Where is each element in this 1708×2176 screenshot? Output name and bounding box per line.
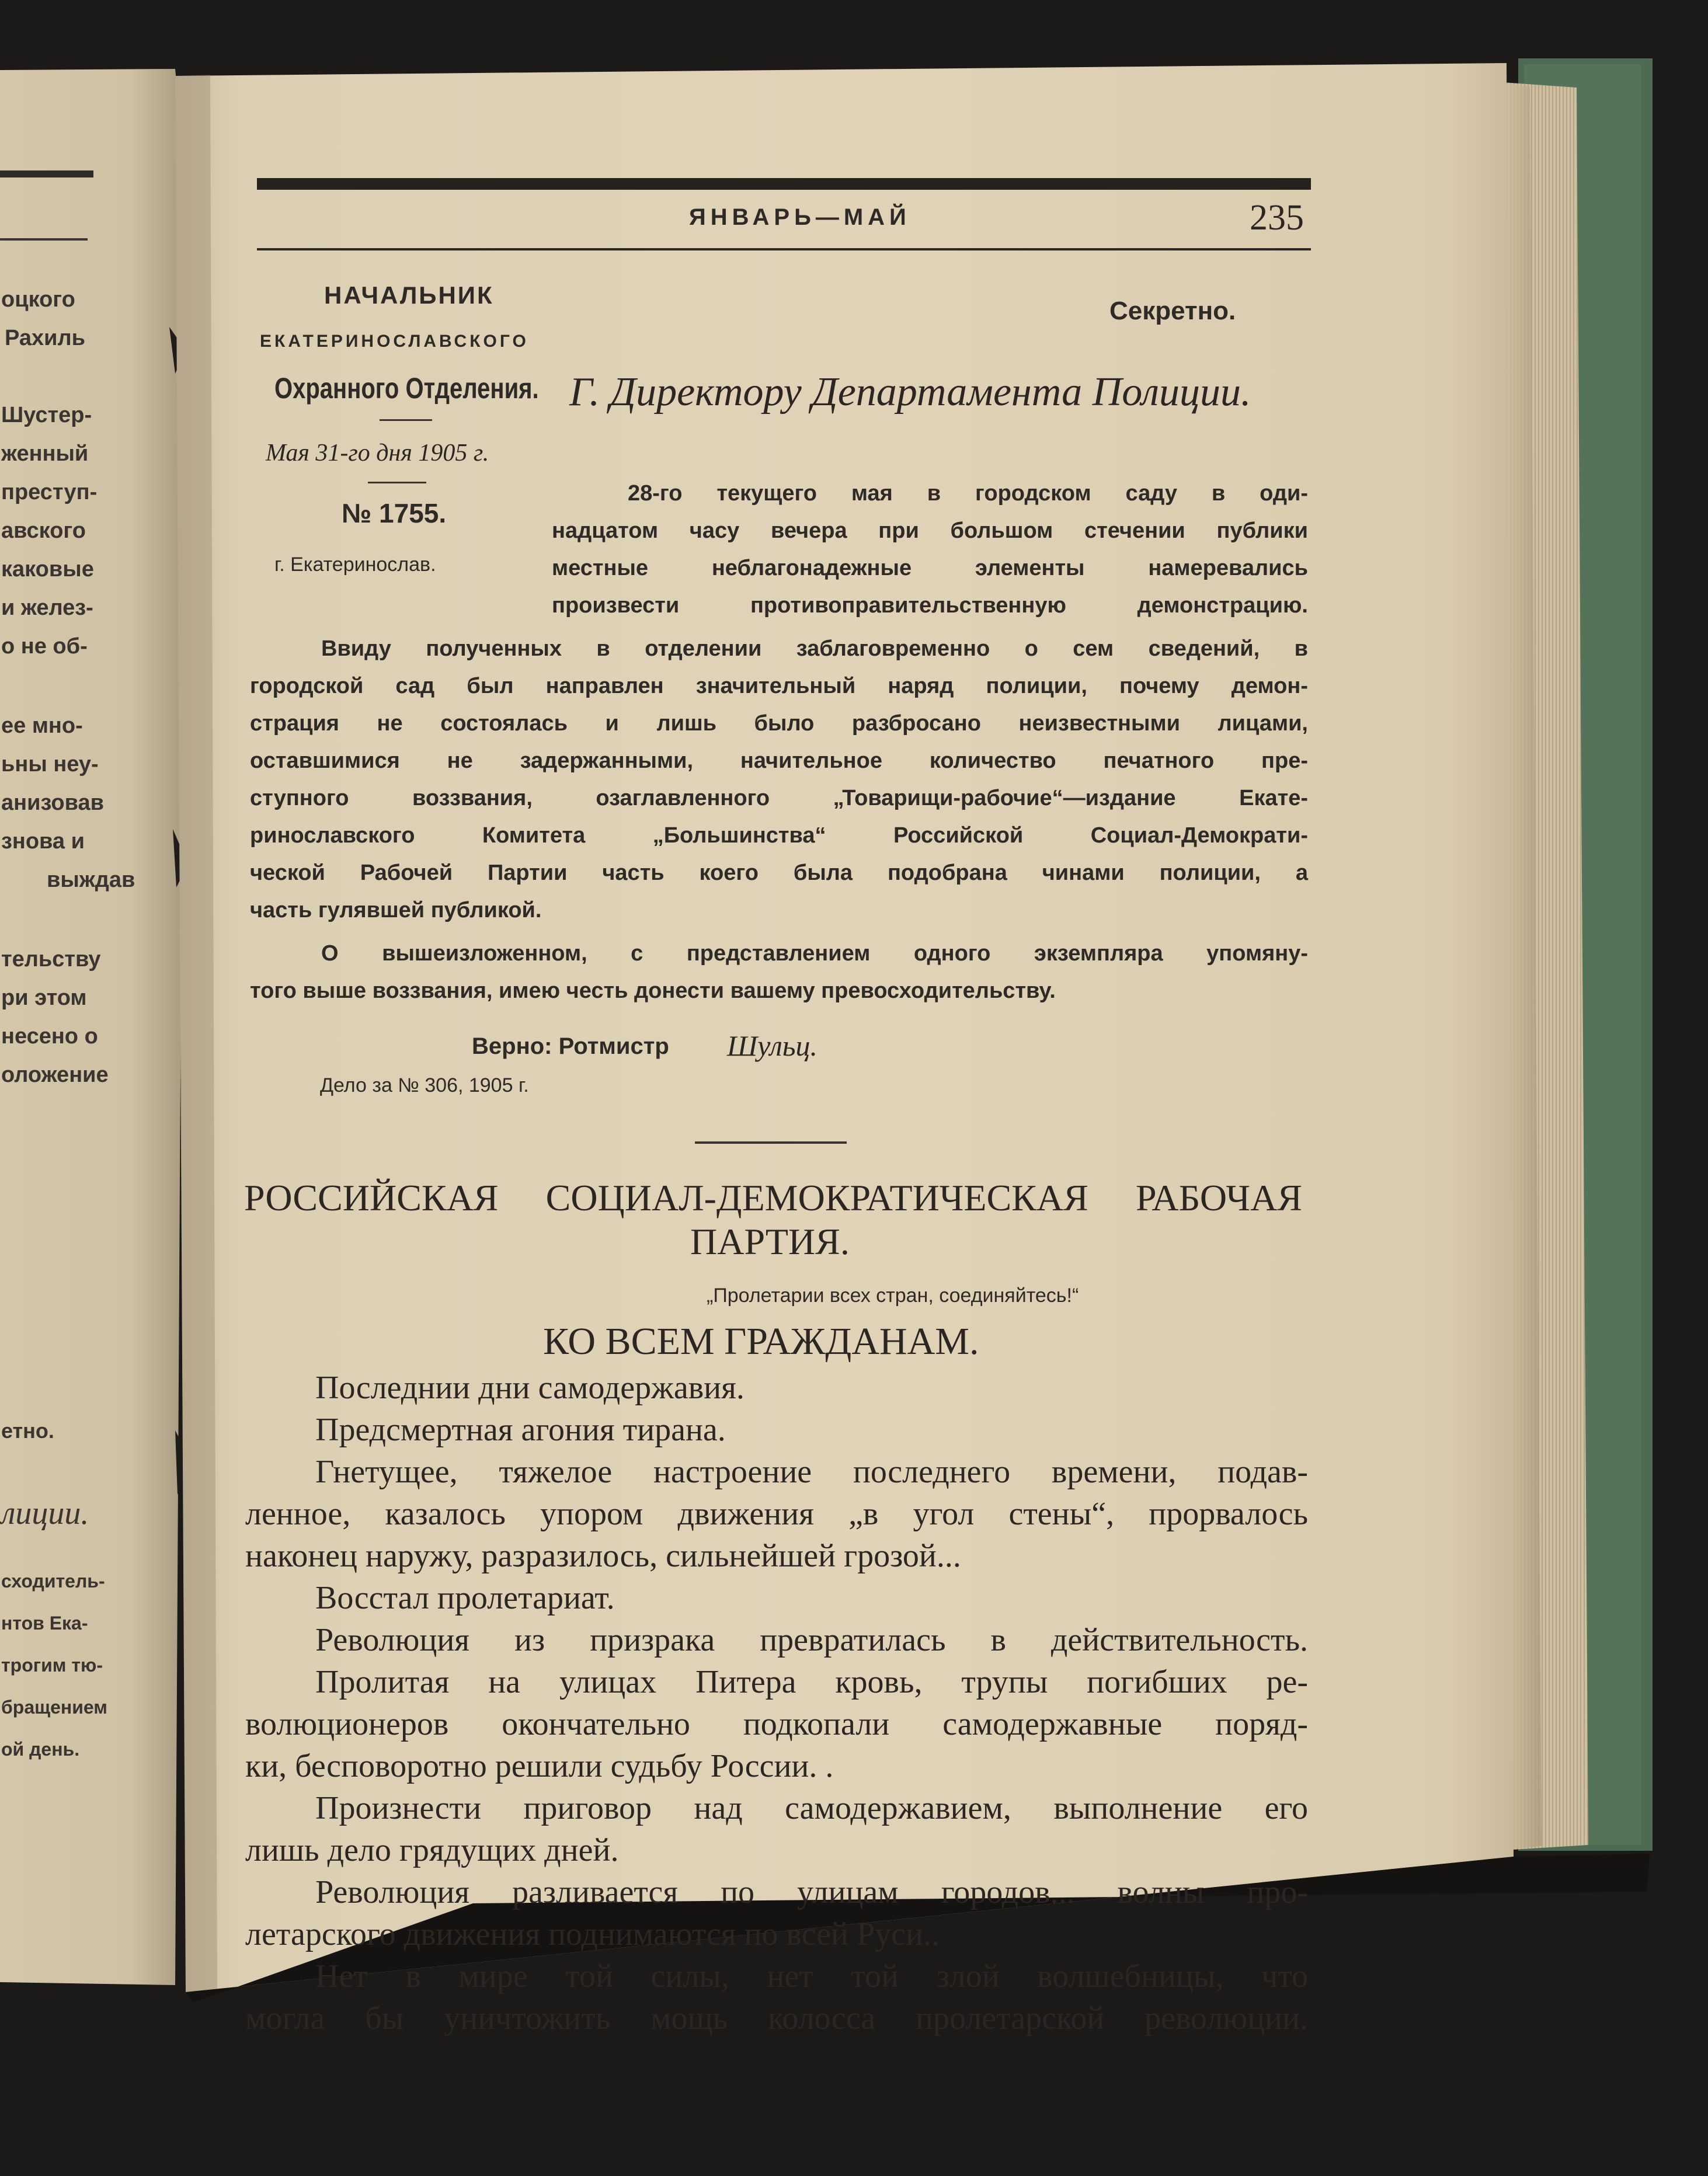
left-page-fragment: сходитель- [1,1571,105,1592]
left-page-fragment: знова и [1,829,85,854]
body-line: оставшимися не задержанными, начительное количество печатного пре- [250,748,1308,773]
party-heading-line-2: ПАРТИЯ. [690,1221,850,1262]
left-page-fragment: етно. [1,1419,54,1443]
classification: Секретно. [1109,297,1236,325]
proclamation-line: могла бы уничтожить мощь колосса пролетарской революции. [245,2000,1308,2036]
sender-line-1: НАЧАЛЬНИК [324,281,494,309]
left-page-fragment: лиции. [1,1495,89,1531]
body-line: 28-го текущего мая в городском саду в оди- [628,481,1308,506]
proclamation-line: Восстал пролетариат. [315,1580,615,1616]
proclamation-line: лишь дело грядущих дней. [245,1832,619,1868]
left-page-fragment: и желез- [1,596,93,620]
running-title: ЯНВАРЬ—МАЙ [689,204,911,230]
body-line: О вышеизложенном, с представлением одного экземпляра упомяну- [321,941,1308,966]
signature-name: Шульц. [727,1029,818,1062]
left-page-fragment: оцкого [1,287,75,312]
proclamation-line: Нет в мире той силы, нет той злой волшебницы, что [315,1958,1308,1994]
proclamation-title: КО ВСЕМ ГРАЖДАНАМ. [543,1320,979,1363]
body-line: ческой Рабочей Партии часть коего была подобрана чинами полиции, а [250,861,1308,885]
proclamation-line: ки, бесповоротно решили судьбу России. . [245,1748,834,1784]
proclamation-line: наконец наружу, разразилось, сильнейшей грозой... [245,1538,961,1574]
left-page-fragment: о не об- [1,634,88,659]
left-page-fragment: оложение [1,1063,109,1087]
left-page-fragment: анизовав [1,791,104,815]
body-line: часть гулявшей публикой. [250,898,542,922]
signature-prefix: Верно: Ротмистр [472,1033,669,1059]
body-line: городской сад был направлен значительный наряд полиции, почему демон- [250,674,1308,698]
left-page-fragment: выждав [47,868,135,892]
proclamation-line: Последнии дни самодержавия. [315,1370,745,1406]
left-page-fragment: Шустер- [1,403,92,427]
proclamation-line: летарского движения поднимаются по всей Руси.. [245,1916,940,1952]
proclamation-line: волюционеров окончательно подкопали самодержавные поряд- [245,1706,1308,1742]
proclamation-line: Революция разливается по улицам городов... волны про- [315,1874,1308,1910]
proclamation-line: Революция из призрака превратилась в действительность. [315,1622,1308,1658]
left-page-fragment: нтов Ека- [1,1613,88,1634]
letter-number: № 1755. [342,498,447,528]
right-page [175,63,1514,1992]
left-page-fragment: женный [1,441,89,466]
left-page-fragment: каковые [1,557,94,582]
left-page-fragment: авского [1,518,86,543]
left-page-fragment: бращением [1,1697,107,1718]
left-page-fragment: Рахиль [5,326,85,350]
body-line: надцатом часу вечера при большом стечении публики [552,518,1308,543]
proclamation-line: Пролитая на улицах Питера кровь, трупы погибших ре- [315,1664,1308,1700]
proclamation-line: Гнетущее, тяжелое настроение последнего времени, подав- [315,1454,1308,1490]
letter-date: Мая 31-го дня 1905 г. [266,440,489,466]
left-page-fragment: трогим тю- [1,1655,103,1676]
body-line: ринославского Комитета „Большинства“ Российской Социал-Демократи- [250,823,1308,848]
left-page-fragment: ой день. [1,1739,80,1760]
header-rule-thin [257,248,1311,250]
proclamation-line: ленное, казалось упором движения „в угол стены“, прорвалось [245,1496,1308,1532]
left-page-fragment: ее мно- [1,713,83,738]
letter-place: г. Екатеринослав. [274,553,436,576]
left-page-fragment: тельству [1,947,101,972]
sender-line-2: ЕКАТЕРИНОСЛАВСКОГО [260,332,529,351]
section-divider [695,1141,847,1144]
proclamation-line: Предсмертная агония тирана. [315,1412,726,1448]
party-heading-line-1: РОССИЙСКАЯ СОЦИАЛ-ДЕМОКРАТИЧЕСКАЯ РАБОЧАЯ [244,1177,1302,1218]
addressee: Г. Директору Департамента Полиции. [569,370,1251,415]
body-line: произвести противоправительственную демонстрацию. [552,593,1308,618]
body-line: того выше воззвания, имею честь донести вашему превосходительству. [250,979,1056,1003]
body-line: местные неблагонадежные элементы намеревались [552,556,1308,580]
proclamation-line: Произнести приговор над самодержавием, выполнение его [315,1790,1308,1826]
left-page-fragment: преступ- [1,480,98,504]
body-line: Ввиду полученных в отделении заблаговременно о сем сведений, в [321,636,1308,661]
file-reference: Дело за № 306, 1905 г. [320,1074,529,1096]
body-line: страция не состоялась и лишь было разбросано неизвестными лицами, [250,711,1308,736]
header-rule-thick [257,178,1311,190]
left-page-fragment: ьны неу- [1,752,99,777]
left-page-fragment: несено о [1,1024,98,1049]
page-number: 235 [1250,198,1304,238]
motto: „Пролетарии всех стран, соединяйтесь!“ [707,1284,1079,1307]
body-line: ступного воззвания, озаглавленного „Товарищи-рабочие“—издание Екате- [250,786,1308,810]
sender-line-3: Охранного Отделения. [274,372,539,405]
left-page-fragment: ри этом [1,986,87,1010]
